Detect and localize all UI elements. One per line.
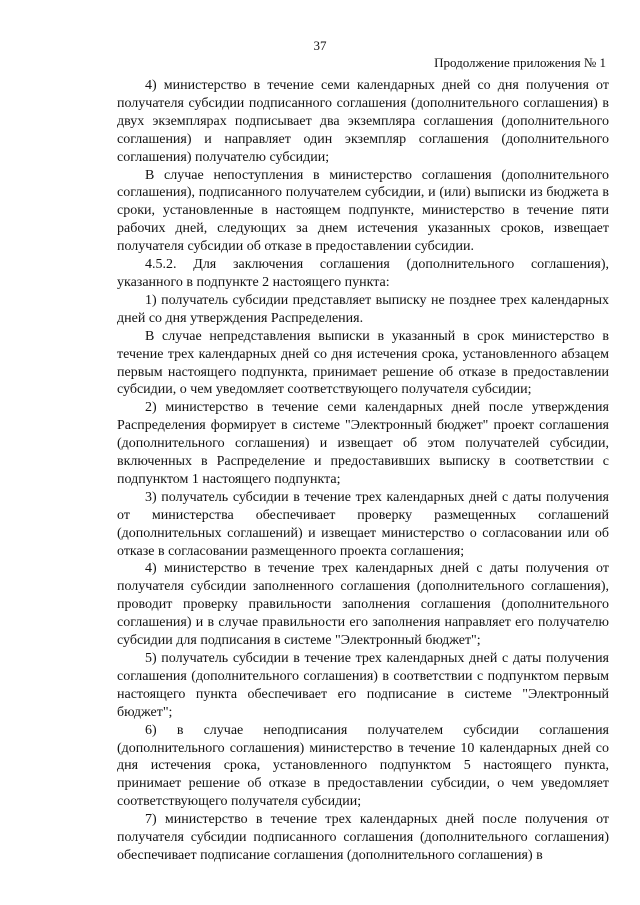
page-number: 37	[313, 38, 327, 53]
paragraph: 4) министерство в течение семи календарных дней со дня получения от получателя субсидии подписанного соглашения (дополнительного соглашения) в двух экземплярах подписывает два экземпляра соглашения (дополнительного соглашения) и направляет один экземпляр соглашения (дополнительного соглашения) получателю субсидии;	[117, 78, 609, 165]
paragraph: В случае непредставления выписки в указанный в срок министерство в течение трех календарных дней со дня истечения срока, установленного абзацем первым настоящего подпункта, принимает решение об отказе в предоставлении субсидии, о чем уведомляет соответствующего получателя субсидии;	[117, 328, 609, 398]
paragraph: 4.5.2. Для заключения соглашения (дополнительного соглашения), указанного в подпункте 2 настоящего пункта:	[117, 257, 609, 290]
paragraph: 6) в случае неподписания получателем субсидии соглашения (дополнительного соглашения) министерство в течение 10 календарных дней со дня истечения срока, установленного подпунктом 5 настоящего пункта, принимает решение об отказе в предоставлении субсидии, о чем уведомляет соответствующего получателя субсидии;	[117, 722, 609, 810]
paragraph: 2) министерство в течение семи календарных дней после утверждения Распределения формирует в системе "Электронный бюджет" проект соглашения (дополнительного соглашения) и извещает об этом получателей субсидии, включенных в Распределение и предоставивших выписку в соответствии с подпунктом 1 настоящего подпункта;	[117, 400, 609, 487]
paragraph: 3) получатель субсидии в течение трех календарных дней с даты получения от министерства обеспечивает проверку размещенных соглашений (дополнительных соглашений) и извещает министерство о согласовании или об отказе в согласовании размещенного проекта соглашения;	[117, 489, 609, 559]
appendix-header: Продолжение приложения № 1	[434, 55, 606, 70]
paragraph: 7) министерство в течение трех календарных дней после получения от получателя субсидии подписанного соглашения (дополнительного соглашения) обеспечивает подписание соглашения (дополнительного соглашения) в	[117, 812, 609, 863]
paragraph: В случае непоступления в министерство соглашения (дополнительного соглашения), подписанного получателем субсидии, и (или) выписки из бюджета в сроки, установленные в настоящем подпункте, министерство в течение пяти рабочих дней, следующих за днем истечения указанных сроков, извещает получателя субсидии об отказе в предоставлении субсидии.	[117, 167, 609, 255]
paragraph: 1) получатель субсидии представляет выписку не позднее трех календарных дней со дня утверждения Распределения.	[117, 292, 609, 326]
paragraph: 5) получатель субсидии в течение трех календарных дней с даты получения соглашения (дополнительного соглашения) в соответствии с подпунктом первым настоящего пункта обеспечивает его подписание в системе "Электронный бюджет";	[117, 651, 609, 720]
document-body	[117, 77, 609, 865]
paragraph: 4) министерство в течение трех календарных дней с даты получения от получателя субсидии заполненного соглашения (дополнительного соглашения), проводит проверку правильности заполнения соглашения (дополнительного соглашения) и в случае правильности его заполнения направляет его получателю субсидии для подписания в системе "Электронный бюджет";	[117, 561, 609, 649]
